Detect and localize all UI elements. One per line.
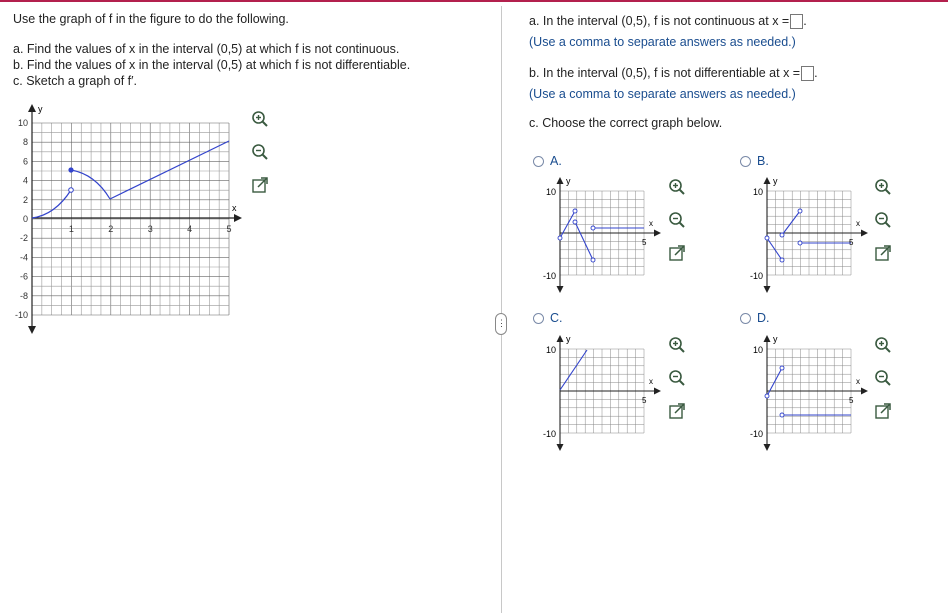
option-d-radio-row[interactable] <box>740 311 770 325</box>
mini-x-label: x <box>649 377 653 386</box>
y-axis-arrow-down <box>28 326 36 334</box>
y-tick-label: 10 <box>17 118 28 128</box>
y-axis-arrow-up <box>28 104 36 112</box>
zoom-in-icon[interactable] <box>251 110 269 128</box>
y-tick-label: 6 <box>22 156 28 167</box>
option-d-zoom-out-icon[interactable] <box>874 369 892 387</box>
y-tick-label: 8 <box>22 137 28 148</box>
y-tick-label: -6 <box>19 271 28 282</box>
option-c-radio[interactable] <box>533 313 544 324</box>
x-tick-label: 2 <box>108 224 114 234</box>
x-tick-label: 4 <box>187 224 193 234</box>
mini-x-end-label: 5 <box>849 396 854 405</box>
f-segment-2 <box>71 170 110 199</box>
option-c-graph <box>535 333 665 455</box>
option-b-zoom-in-icon[interactable] <box>874 178 892 196</box>
option-b-radio[interactable] <box>740 156 751 167</box>
mini-y-label: y <box>773 176 778 186</box>
option-c-zoom-out-icon[interactable] <box>668 369 686 387</box>
mini-x-label: x <box>649 219 653 228</box>
mini-y-bottom-label: -10 <box>749 271 763 281</box>
mini-y-label: y <box>773 334 778 344</box>
popout-icon[interactable] <box>251 176 269 194</box>
mini-y-bottom-label: -10 <box>749 429 763 439</box>
mini-y-bottom-label: -10 <box>542 429 556 439</box>
option-b-graph <box>742 175 872 297</box>
option-a-label: A. <box>550 154 562 168</box>
mini-y-top-label: 10 <box>752 187 763 197</box>
answer-a-prompt: a. In the interval (0,5), f is not continuous at x = <box>529 14 790 28</box>
mini-y-bottom-label: -10 <box>542 271 556 281</box>
x-axis-label: x <box>232 203 237 213</box>
option-d-radio[interactable] <box>740 313 751 324</box>
option-a-graph <box>535 175 665 297</box>
answer-b-hint: (Use a comma to separate answers as needed.) <box>529 87 796 101</box>
mini-x-end-label: 5 <box>642 396 647 405</box>
mini-x-label: x <box>856 219 860 228</box>
y-tick-label: -2 <box>19 233 28 244</box>
main-graph-grid <box>32 123 232 315</box>
y-tick-label: -10 <box>14 310 28 320</box>
divider-handle[interactable]: ⋮ <box>495 313 507 335</box>
option-a-zoom-in-icon[interactable] <box>668 178 686 196</box>
option-a-radio[interactable] <box>533 156 544 167</box>
zoom-out-icon[interactable] <box>251 143 269 161</box>
option-b-zoom-out-icon[interactable] <box>874 211 892 229</box>
mini-y-top-label: 10 <box>545 187 556 197</box>
panel-divider[interactable] <box>501 6 502 613</box>
y-tick-label: 2 <box>22 194 28 205</box>
answer-a-input[interactable] <box>790 14 803 29</box>
option-b-radio-row[interactable] <box>740 154 769 168</box>
mini-y-label: y <box>566 176 571 186</box>
open-point <box>69 188 74 193</box>
option-a-zoom-out-icon[interactable] <box>668 211 686 229</box>
option-d-zoom-in-icon[interactable] <box>874 336 892 354</box>
intro-text: Use the graph of f in the figure to do the following. <box>13 12 289 26</box>
mini-x-end-label: 5 <box>849 238 854 247</box>
closed-point <box>68 167 73 172</box>
y-tick-label: -4 <box>19 252 28 263</box>
answer-a-hint: (Use a comma to separate answers as needed.) <box>529 35 796 49</box>
y-tick-label: 4 <box>22 175 28 186</box>
option-c-radio-row[interactable] <box>533 311 563 325</box>
x-axis-arrow <box>234 214 242 222</box>
option-d-graph <box>742 333 872 455</box>
y-tick-label: -8 <box>19 290 28 301</box>
option-b-popout-icon[interactable] <box>874 244 892 262</box>
answer-b-input[interactable] <box>801 66 814 81</box>
mini-y-top-label: 10 <box>545 345 556 355</box>
main-graph <box>0 100 245 340</box>
y-axis-label: y <box>38 104 43 114</box>
option-c-popout-icon[interactable] <box>668 402 686 420</box>
part-a-text: a. Find the values of x in the interval (0,5) at which f is not continuous. <box>13 42 400 56</box>
option-a-popout-icon[interactable] <box>668 244 686 262</box>
mini-y-label: y <box>566 334 571 344</box>
mini-x-label: x <box>856 377 860 386</box>
option-c-zoom-in-icon[interactable] <box>668 336 686 354</box>
answer-b-prompt: b. In the interval (0,5), f is not differentiable at x = <box>529 66 801 80</box>
mini-x-end-label: 5 <box>642 238 647 247</box>
x-tick-label: 5 <box>226 224 232 234</box>
option-d-label: D. <box>757 311 770 325</box>
option-d-popout-icon[interactable] <box>874 402 892 420</box>
part-c-text: c. Sketch a graph of f′. <box>13 74 137 88</box>
x-tick-label: 3 <box>147 224 153 234</box>
option-a-radio-row[interactable] <box>533 154 562 168</box>
answer-b-row: b. In the interval (0,5), f is not differentiable at x = . <box>529 66 818 80</box>
y-tick-label: 0 <box>22 214 28 224</box>
option-b-label: B. <box>757 154 769 168</box>
x-tick-label: 1 <box>68 224 74 234</box>
top-accent-bar <box>0 0 948 2</box>
part-b-text: b. Find the values of x in the interval (0,5) at which f is not differentiable. <box>13 58 411 72</box>
answer-a-row: a. In the interval (0,5), f is not continuous at x = . <box>529 14 807 28</box>
option-c-label: C. <box>550 311 563 325</box>
part-c-prompt: c. Choose the correct graph below. <box>529 116 723 130</box>
mini-y-top-label: 10 <box>752 345 763 355</box>
